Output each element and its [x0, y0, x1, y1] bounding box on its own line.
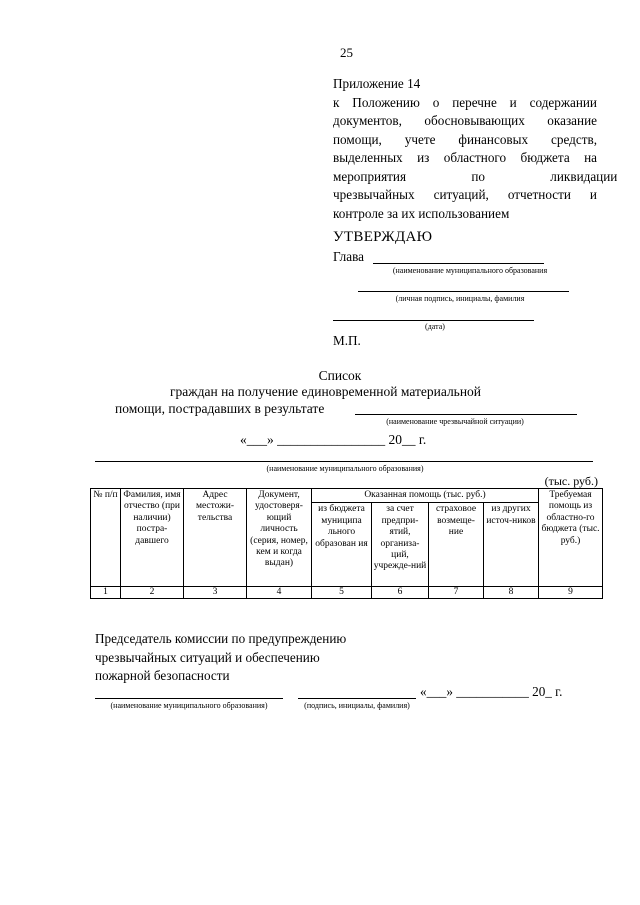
column-number: 1: [91, 587, 121, 599]
footer-signature-line: [298, 698, 416, 699]
emergency-line: [355, 414, 577, 415]
chairman-line: чрезвычайных ситуаций и обеспечению: [95, 649, 320, 665]
date-line: [333, 320, 534, 321]
footer-municipality-line: [95, 698, 283, 699]
header-sub-enterprises: за счет предпри-ятий, организа-ций, учрежде-ний: [372, 503, 429, 587]
appendix-line: выделенных из областного бюджета на: [333, 150, 597, 165]
column-number: 8: [484, 587, 539, 599]
page-number: 25: [340, 45, 353, 60]
signature-line: [358, 291, 569, 292]
appendix-line: к Положению о перечне и содержании: [333, 94, 597, 110]
date-caption: (дата): [425, 322, 445, 331]
chairman-line: Председатель комиссии по предупреждению: [95, 631, 347, 646]
recipients-table: [90, 488, 603, 599]
header-sub-municipal: из бюджета муниципа льного образован ия: [312, 503, 372, 587]
footer-signature-caption: (подпись, инициалы, фамилия): [304, 701, 410, 710]
stamp-label: М.П.: [333, 333, 361, 348]
column-number: 2: [121, 587, 184, 599]
municipality-caption: (наименование муниципального образования: [392, 266, 548, 275]
header-sub-insurance: страховое возмеще-ние: [429, 503, 484, 587]
signature-caption: (личная подпись, инициалы, фамилия: [395, 294, 525, 303]
header-name: Фамилия, имя отчество (при наличии) постра-давшего: [121, 489, 184, 587]
currency-unit: (тыс. руб.): [544, 474, 598, 488]
appendix-block: [333, 75, 618, 223]
list-title: Список: [318, 368, 362, 383]
list-subtitle-2: помощи, пострадавших в результате: [115, 401, 325, 416]
footer-municipality-caption: (наименование муниципального образования): [110, 701, 268, 710]
appendix-line: документов, обосновывающих оказание: [333, 113, 597, 128]
glava-signature-line: [373, 263, 544, 264]
municipality-line: [95, 461, 593, 462]
column-number: 6: [372, 587, 429, 599]
column-number: 5: [312, 587, 372, 599]
column-number: 7: [429, 587, 484, 599]
header-provided: Оказанная помощь (тыс. руб.): [312, 489, 539, 503]
appendix-line: чрезвычайных ситуаций, отчетности и: [333, 187, 597, 202]
list-subtitle: граждан на получение единовременной материальной: [170, 384, 482, 399]
appendix-line: контроле за их использованием: [333, 205, 510, 221]
header-num: № п/п: [91, 489, 121, 587]
chairman-line: пожарной безопасности: [95, 668, 230, 683]
column-number: 9: [539, 587, 603, 599]
footer-date: «___» ___________ 20_ г.: [420, 684, 563, 699]
approval-heading: УТВЕРЖДАЮ: [333, 229, 433, 245]
appendix-line: Приложение 14: [333, 76, 421, 91]
column-number: 4: [247, 587, 312, 599]
column-number: 3: [184, 587, 247, 599]
header-document: Документ, удостоверя-ющий личность (серия, номер, кем и когда выдан): [247, 489, 312, 587]
emergency-caption: (наименование чрезвычайной ситуации): [386, 417, 524, 426]
appendix-line: мероприятия по ликвидации: [333, 168, 618, 184]
header-sub-other: из других источ-ников: [484, 503, 539, 587]
list-date: «___» ________________ 20__ г.: [240, 432, 427, 447]
chairman-title: [95, 630, 346, 686]
header-required: Требуемая помощь из областно-го бюджета (тыс. руб.): [539, 489, 603, 587]
header-address: Адрес местожи-тельства: [184, 489, 247, 587]
appendix-line: помощи, учете финансовых средств,: [333, 131, 597, 147]
municipality-caption-2: (наименование муниципального образования): [266, 464, 424, 473]
glava-label: Глава: [333, 249, 364, 264]
